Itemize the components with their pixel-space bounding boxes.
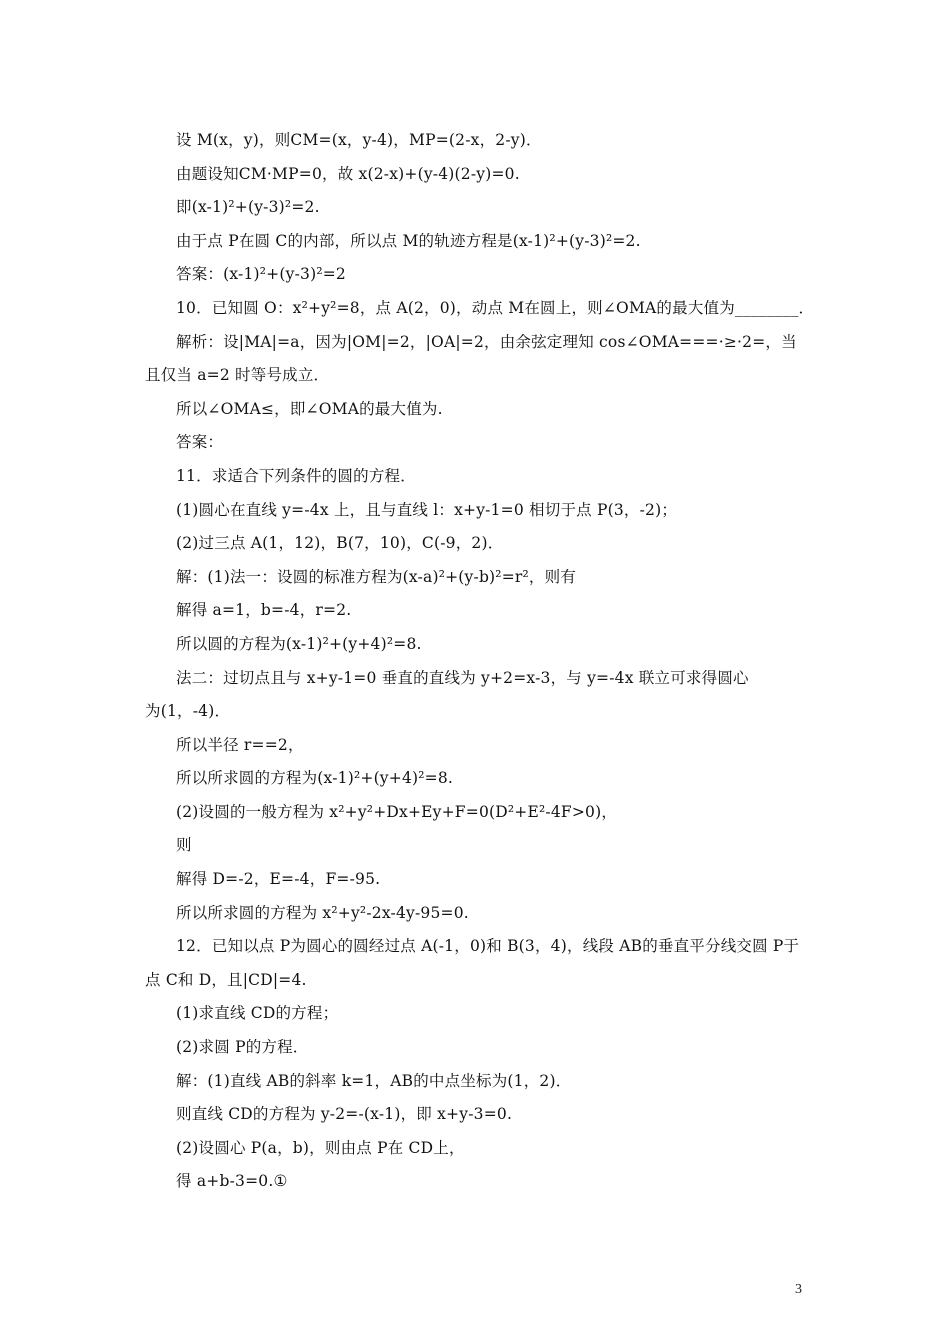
text-line: 12．已知以点 P为圆心的圆经过点 A(-1，0)和 B(3，4)，线段 AB的垂直平分线交圆 P于: [176, 937, 800, 956]
text-line: (2)设圆心 P(a，b)，则由点 P在 CD上，: [176, 1138, 465, 1157]
text-line: 11．求适合下列条件的圆的方程．: [176, 466, 416, 485]
text-line: 解：(1)直线 AB的斜率 k=1，AB的中点坐标为(1，2)．: [176, 1071, 572, 1090]
text-line: 且仅当 a=2 时等号成立．: [145, 366, 330, 385]
text-line: 即(x-1)²+(y-3)²=2.: [176, 198, 320, 217]
text-line: 点 C和 D，且|CD|=4.: [145, 970, 307, 989]
text-line: (1)圆心在直线 y=-4x 上，且与直线 l：x+y-1=0 相切于点 P(3，-2)；: [176, 500, 678, 519]
text-line: 所以半径 r==2，: [176, 735, 304, 754]
text-line: (1)求直线 CD的方程；: [176, 1004, 339, 1023]
text-line: 10．已知圆 O：x²+y²=8，点 A(2，0)，动点 M在圆上，则∠OMA的最大值为________．: [176, 298, 815, 317]
text-line: (2)求圆 P的方程．: [176, 1038, 309, 1057]
text-line: (2)过三点 A(1，12)，B(7，10)，C(-9，2)．: [176, 534, 504, 553]
page-number: 3: [795, 1282, 802, 1297]
text-line: 由题设知CM·MP=0，故 x(2-x)+(y-4)(2-y)=0.: [176, 164, 520, 183]
text-line: 所以所求圆的方程为 x²+y²-2x-4y-95=0.: [176, 903, 469, 922]
text-line: 解得 D=-2，E=-4，F=-95.: [176, 870, 381, 889]
text-line: 所以圆的方程为(x-1)²+(y+4)²=8.: [176, 634, 422, 653]
text-line: 答案：: [176, 433, 224, 452]
text-line: 得 a+b-3=0.①: [176, 1172, 288, 1191]
text-line: 解得 a=1，b=-4，r=2.: [176, 601, 352, 620]
text-line: 则: [176, 836, 192, 855]
text-line: (2)设圆的一般方程为 x²+y²+Dx+Ey+F=0(D²+E²-4F>0)，: [176, 802, 618, 821]
text-line: 所以∠OMA≤，即∠OMA的最大值为.: [176, 399, 443, 418]
text-line: 由于点 P在圆 C的内部，所以点 M的轨迹方程是(x-1)²+(y-3)²=2.: [176, 231, 641, 250]
text-line: 解析：设|MA|=a，因为|OM|=2，|OA|=2，由余弦定理知 cos∠OMA===·≥·2=，当: [176, 332, 797, 351]
document-body: [145, 124, 815, 1199]
text-line: 法二：过切点且与 x+y-1=0 垂直的直线为 y+2=x-3，与 y=-4x 联立可求得圆心: [176, 668, 749, 687]
text-line: 则直线 CD的方程为 y-2=-(x-1)，即 x+y-3=0.: [176, 1105, 513, 1124]
text-line: 为(1，-4)．: [145, 702, 231, 721]
text-line: 解：(1)法一：设圆的标准方程为(x-a)²+(y-b)²=r²，则有: [176, 567, 577, 586]
text-line: 答案：(x-1)²+(y-3)²=2: [176, 265, 346, 284]
text-line: 设 M(x，y)，则CM=(x，y-4)，MP=(2-x，2-y)．: [176, 131, 542, 149]
text-line: 所以所求圆的方程为(x-1)²+(y+4)²=8.: [176, 769, 454, 788]
